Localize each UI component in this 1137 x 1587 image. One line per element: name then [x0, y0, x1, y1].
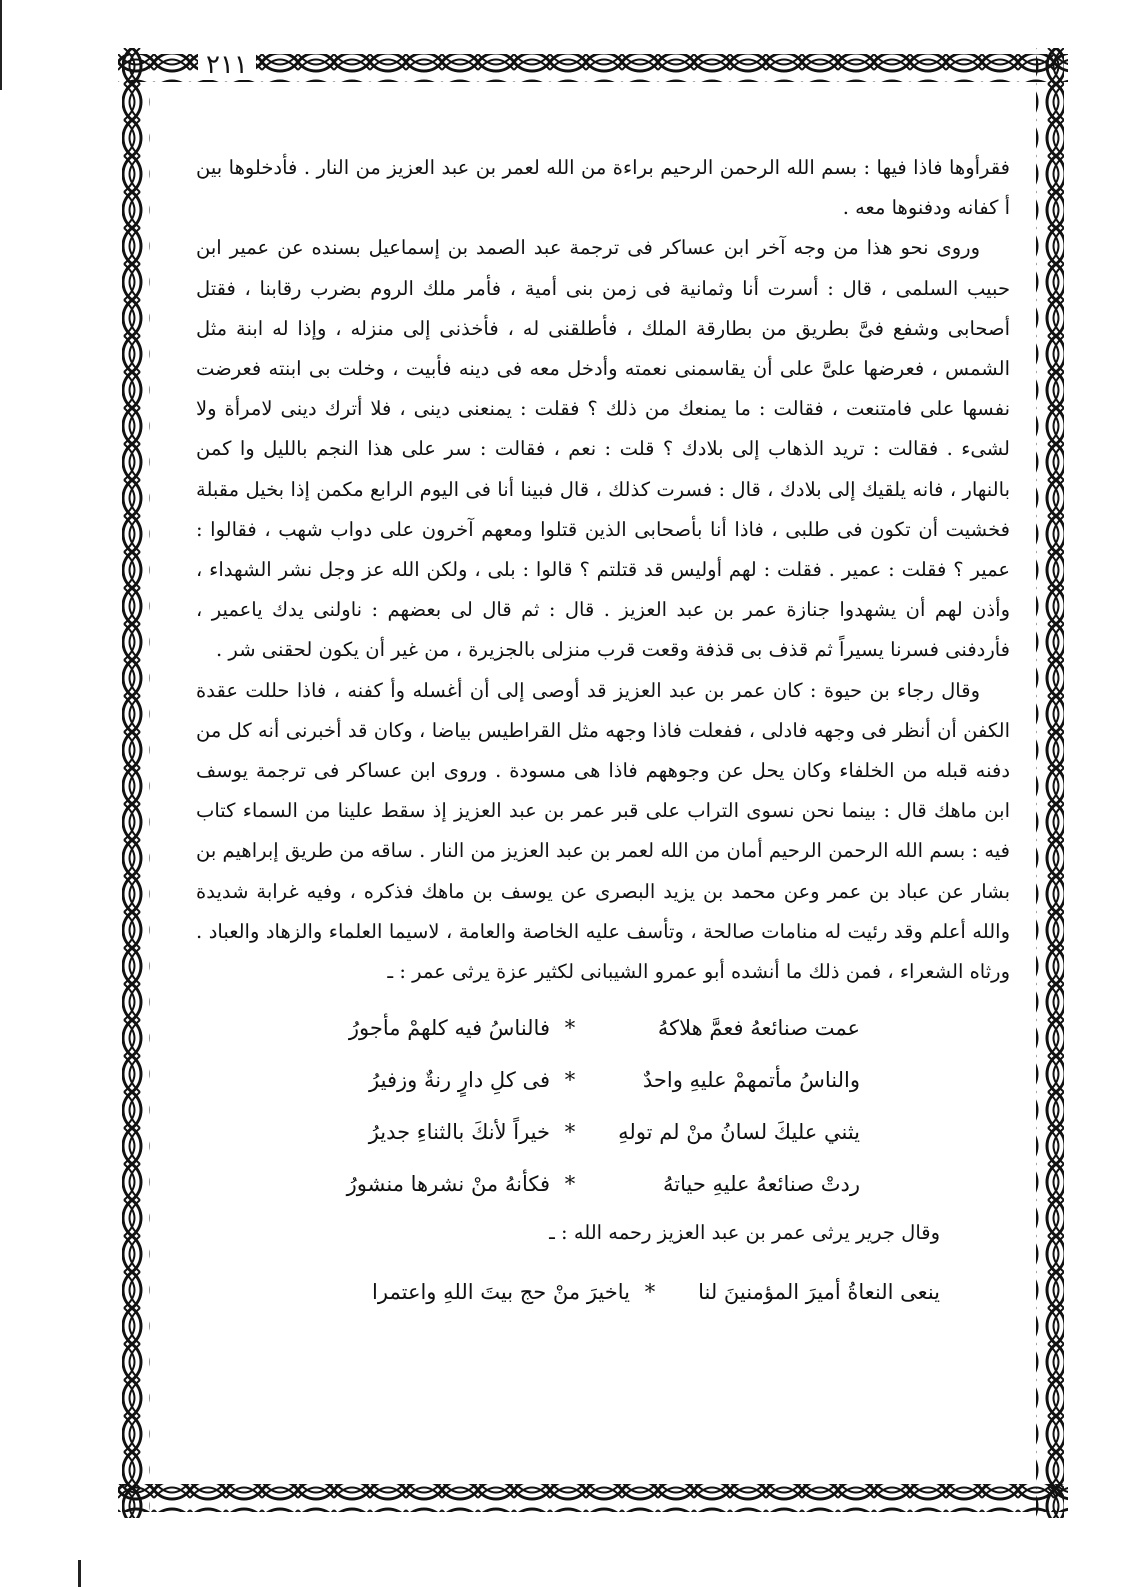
page-frame: [118, 48, 1068, 1518]
hemistich-first: ردتْ صنائعهُ عليهِ حياتهُ: [663, 1172, 860, 1197]
paragraph-1: فقرأوها فاذا فيها : بسم الله الرحمن الرحيم براءة من الله لعمر بن عبد العزيز من النار . فأدخلوها بين أ كفانه ودفنوها معه .: [196, 156, 1010, 220]
hemistich-first: والناسُ مأتمهمْ عليهِ واحدٌ: [642, 1068, 860, 1093]
poem-jarir: [196, 1266, 1010, 1318]
verse: [196, 1106, 1010, 1158]
verse-separator: *: [564, 1016, 576, 1041]
hemistich-second: فى كلِ دارٍ رنةٌ وزفيرُ: [369, 1068, 550, 1093]
verse-separator: *: [564, 1172, 576, 1197]
page-edge-mark: [0, 0, 8, 90]
hemistich-first: عمت صنائعهُ فعمَّ هلاكهُ: [657, 1016, 860, 1041]
main-text: [196, 148, 1010, 1428]
hemistich-second: فكأنهُ منْ نشرها منشورُ: [346, 1172, 550, 1197]
verse-separator: *: [564, 1068, 576, 1093]
bottom-mark: [78, 1560, 81, 1587]
verse: [196, 1266, 1010, 1318]
poem-kuthayyir: [196, 1002, 1010, 1210]
hemistich-second: ياخيرَ منْ حج بيتَ اللهِ واعتمرا: [372, 1280, 630, 1305]
poem-jarir-intro: وقال جرير يرثى عمر بن عبد العزيز رحمه الله : ـ: [549, 1221, 940, 1245]
hemistich-first: يثني عليكَ لسانُ منْ لم تولهِ: [618, 1120, 860, 1145]
verse: [196, 1054, 1010, 1106]
hemistich-second: فالناسُ فيه كلهمْ مأجورُ: [348, 1016, 550, 1041]
verse-separator: *: [644, 1280, 656, 1305]
hemistich-first: ينعى النعاةُ أميرَ المؤمنينَ لنا: [698, 1280, 940, 1305]
paragraph-3: وقال رجاء بن حيوة : كان عمر بن عبد العزيز قد أوصى إلى أن أغسله وأ كفنه ، فاذا حللت عقدة الكفن أن أنظر فى وجهه فادلى ، ففعلت فاذا وجهه مثل القراطيس بياضا ، وكان قد أخبرنى أنه كل من دفنه قبله من الخلفاء وكان يحل عن وجوههم فاذا هى مسودة . وروى ابن عساكر فى ترجمة يوسف ابن ماهك قال : بينما نحن نسوى التراب على قبر عمر بن عبد العزيز إذ سقط علينا من السماء كتاب فيه : بسم الله الرحمن الرحيم أمان من الله لعمر بن عبد العزيز من النار . ساقه من طريق إبراهيم بن بشار عن عباد بن عمر وعن محمد بن يزيد البصرى عن يوسف بن ماهك فذكره ، وفيه غرابة شديدة والله أعلم وقد رئيت له منامات صالحة ، وتأسف عليه الخاصة والعامة ، لاسيما العلماء والزهاد والعباد . ورثاه الشعراء ، فمن ذلك ما أنشده أبو عمرو الشيبانى لكثير عزة يرثى عمر : ـ: [196, 678, 1010, 984]
paragraph-2: وروى نحو هذا من وجه آخر ابن عساكر فى ترجمة عبد الصمد بن إسماعيل بسنده عن عمير ابن حبيب السلمى ، قال : أسرت أنا وثمانية فى زمن بنى أمية ، فأمر ملك الروم بضرب رقابنا ، فقتل أصحابى وشفع فىَّ بطريق من بطارقة الملك ، فأطلقنى له ، فأخذنى إلى منزله ، وإذا له ابنة مثل الشمس ، فعرضها علىَّ على أن يقاسمنى نعمته وأدخل معه فى دينه فأبيت ، وخلت بى ابنته فعرضت نفسها على فامتنعت ، فقالت : ما يمنعك من ذلك ؟ فقلت : يمنعنى دينى ، فلا أترك دينى لامرأة ولا لشىء . فقالت : تريد الذهاب إلى بلادك ؟ قلت : نعم ، فقالت : سر على هذا النجم بالليل وا كمن بالنهار ، فانه يلقيك إلى بلادك ، قال : فسرت كذلك ، قال فبينا أنا فى اليوم الرابع مكمن إذا بخيل مقبلة فخشيت أن تكون فى طلبى ، فاذا أنا بأصحابى الذين قتلوا ومعهم آخرون على دواب شهب ، فقالوا : عمير ؟ فقلت : عمير . فقلت : لهم أوليس قد قتلتم ؟ قالوا : بلى ، ولكن الله عز وجل نشر الشهداء ، وأذن لهم أن يشهدوا جنازة عمر بن عبد العزيز . قال : ثم قال لى بعضهم : ناولنى يدك ياعمير ، فأردفنى فسرنا يسيراً ثم قذف بى قذفة وقعت قرب منزلى بالجزيرة ، من غير أن يكون لحقنى شر .: [196, 236, 1010, 662]
verse: [196, 1002, 1010, 1054]
verse-separator: *: [564, 1120, 576, 1145]
verse: [196, 1158, 1010, 1210]
hemistich-second: خيراً لأنكَ بالثناءِ جديرُ: [368, 1120, 550, 1145]
page-number: ٢١١: [198, 50, 256, 80]
